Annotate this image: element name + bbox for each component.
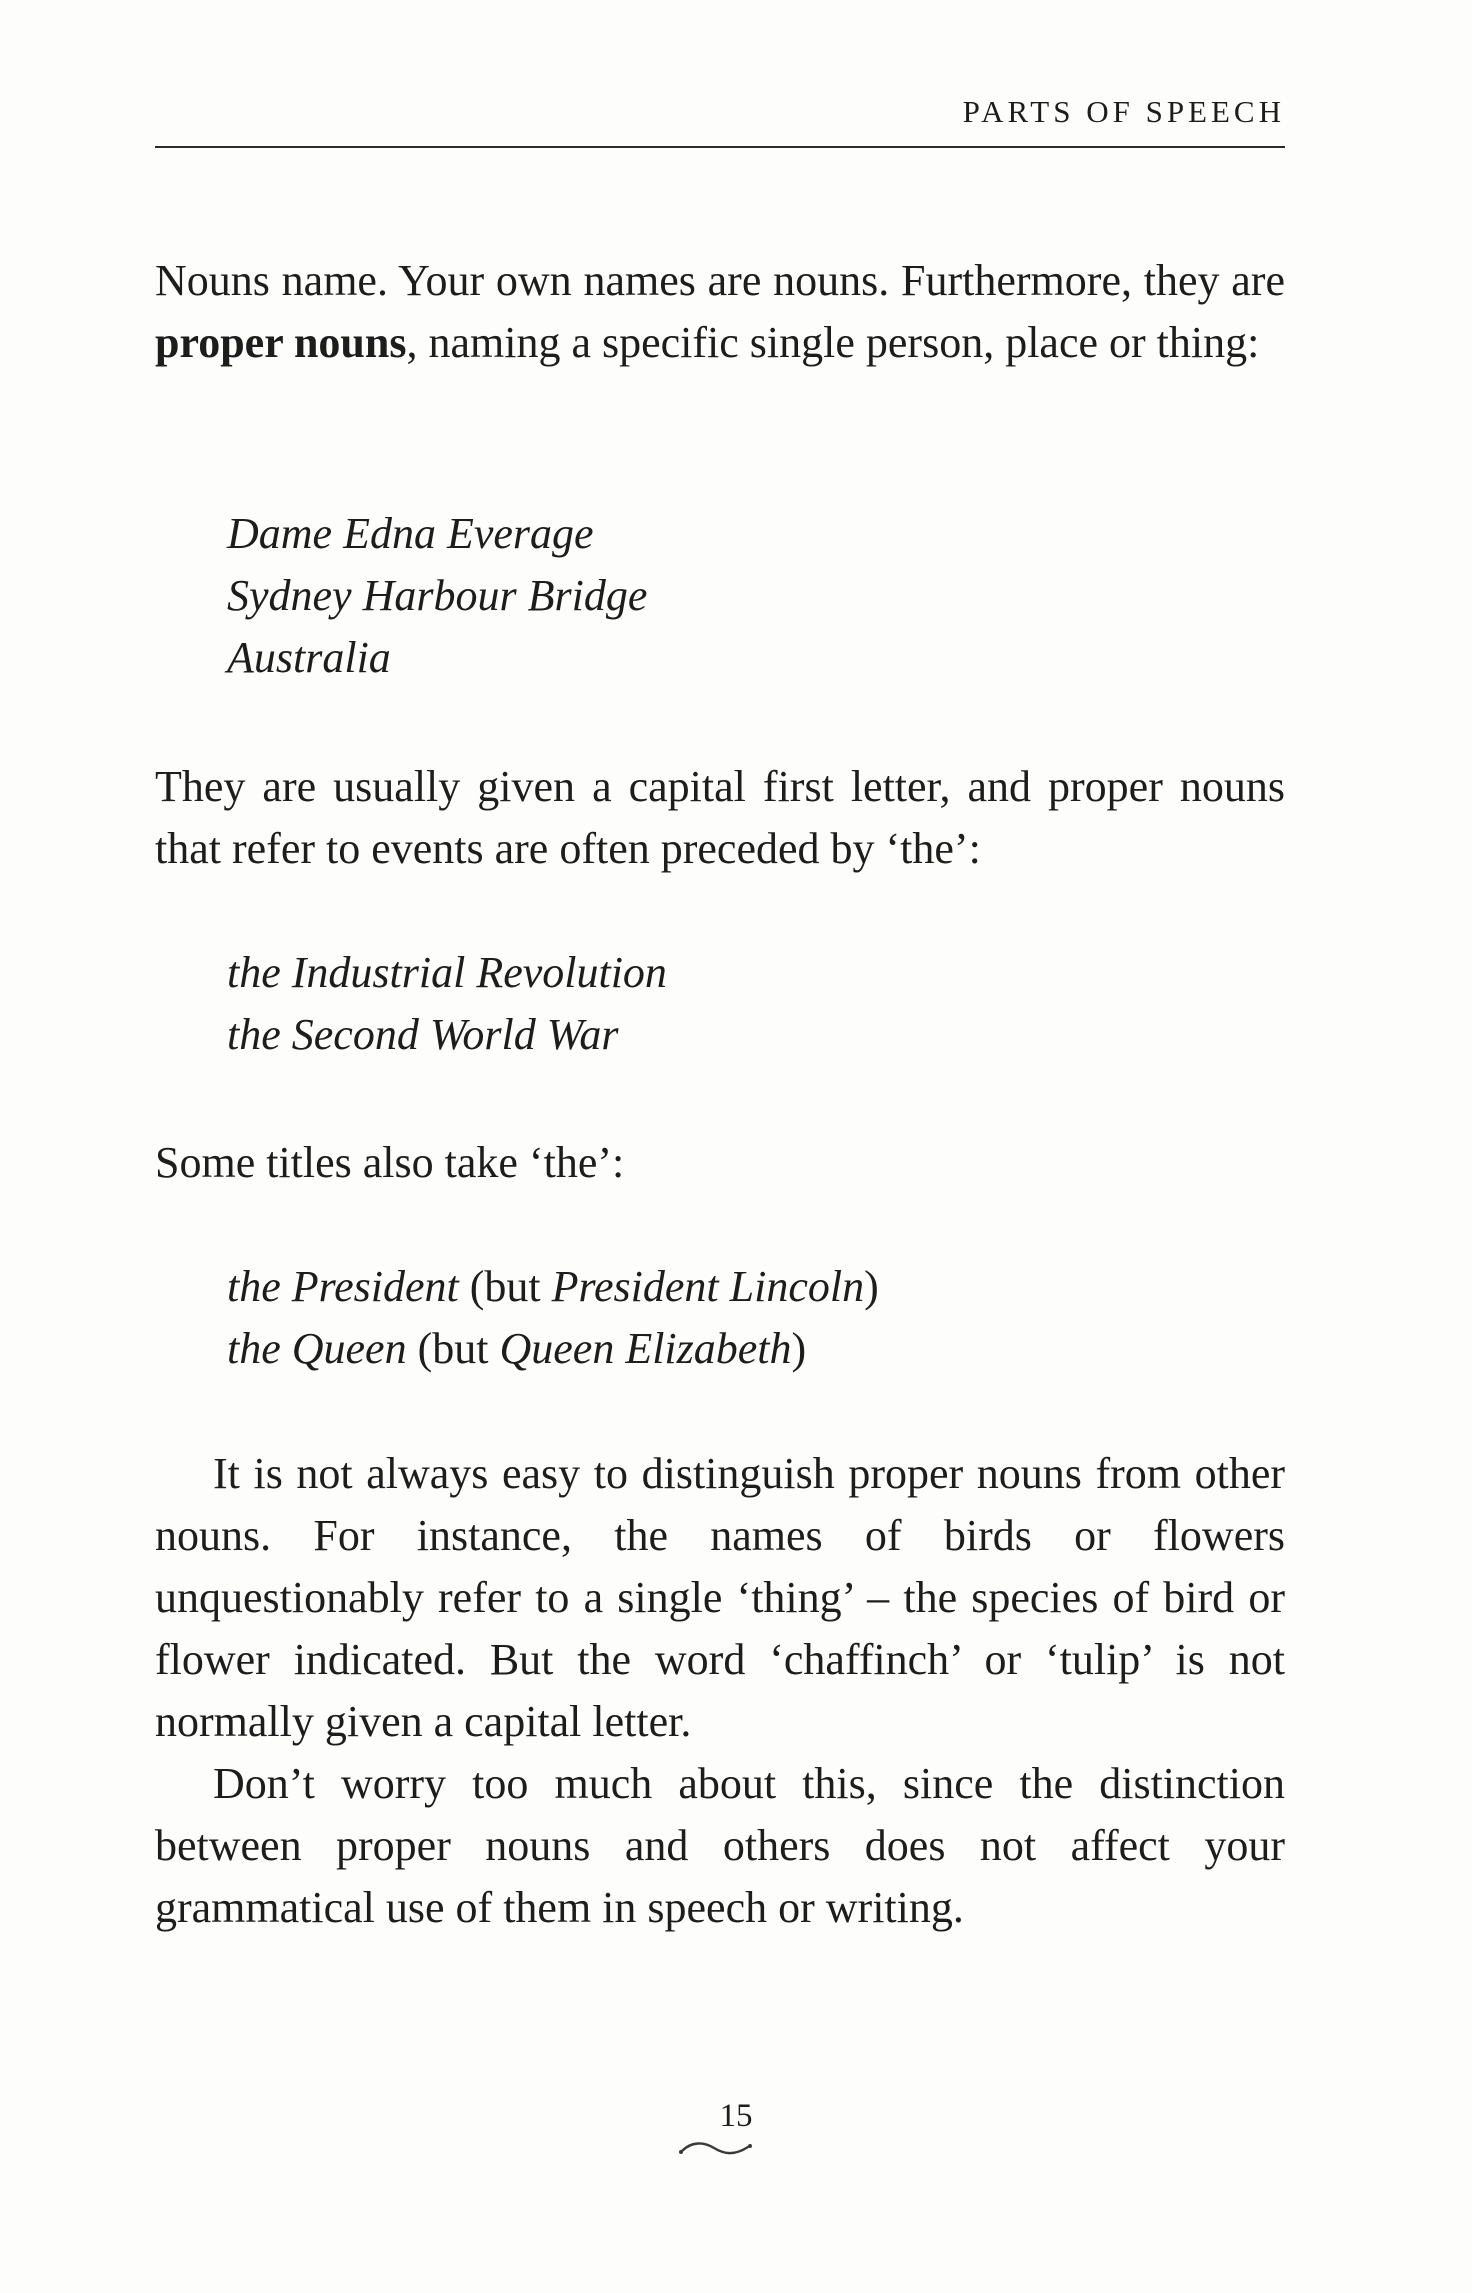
- header-rule: [155, 146, 1285, 148]
- paragraph-capital-letters: They are usually given a capital first letter, and proper nouns that refer to events are often preceded by ‘the’:: [155, 762, 1285, 873]
- example-title: the Queen: [227, 1324, 407, 1373]
- example-item: Sydney Harbour Bridge: [227, 571, 648, 620]
- paragraph-text: Nouns name. Your own names are nouns. Furthermore, they are: [155, 256, 1285, 305]
- page-number: 15: [719, 2098, 753, 2134]
- paragraph-distinguishing: It is not always easy to distinguish proper nouns from other nouns. For instance, the names of birds or flowers unquestionably refer to a single ‘thing’ – the species of bird or flower indicated. But the word ‘chaffinch’ or ‘tulip’ is not normally given a capital letter.: [155, 1449, 1285, 1746]
- swash-ornament-icon: [676, 2138, 756, 2160]
- example-item: the Industrial Revolution: [227, 948, 667, 997]
- example-list-names: [227, 503, 647, 689]
- running-head: PARTS OF SPEECH: [962, 94, 1285, 129]
- paragraph-titles: Some titles also take ‘the’:: [155, 1138, 625, 1187]
- example-item: [227, 1256, 879, 1318]
- example-item: Dame Edna Everage: [227, 509, 594, 558]
- example-aside: (but: [406, 1324, 500, 1373]
- example-name: Queen Elizabeth: [499, 1324, 792, 1373]
- example-item: the Second World War: [227, 1010, 619, 1059]
- example-item: Australia: [227, 633, 391, 682]
- example-name: President Lincoln: [551, 1262, 865, 1311]
- paragraph-text: , naming a specific single person, place or thing:: [406, 318, 1260, 367]
- example-list-titles: [227, 1256, 879, 1380]
- example-item: [227, 1318, 879, 1380]
- example-title: the President: [227, 1262, 459, 1311]
- example-aside: ): [791, 1324, 807, 1373]
- proper-nouns-term: proper nouns: [155, 318, 407, 367]
- paragraph-proper-nouns-intro: [155, 250, 1285, 374]
- example-aside: ): [864, 1262, 879, 1311]
- paragraph-dont-worry: Don’t worry too much about this, since the distinction between proper nouns and others does not affect your grammatical use of them in speech or writing.: [155, 1759, 1285, 1932]
- example-aside: (but: [458, 1262, 552, 1311]
- example-list-events: [227, 942, 667, 1066]
